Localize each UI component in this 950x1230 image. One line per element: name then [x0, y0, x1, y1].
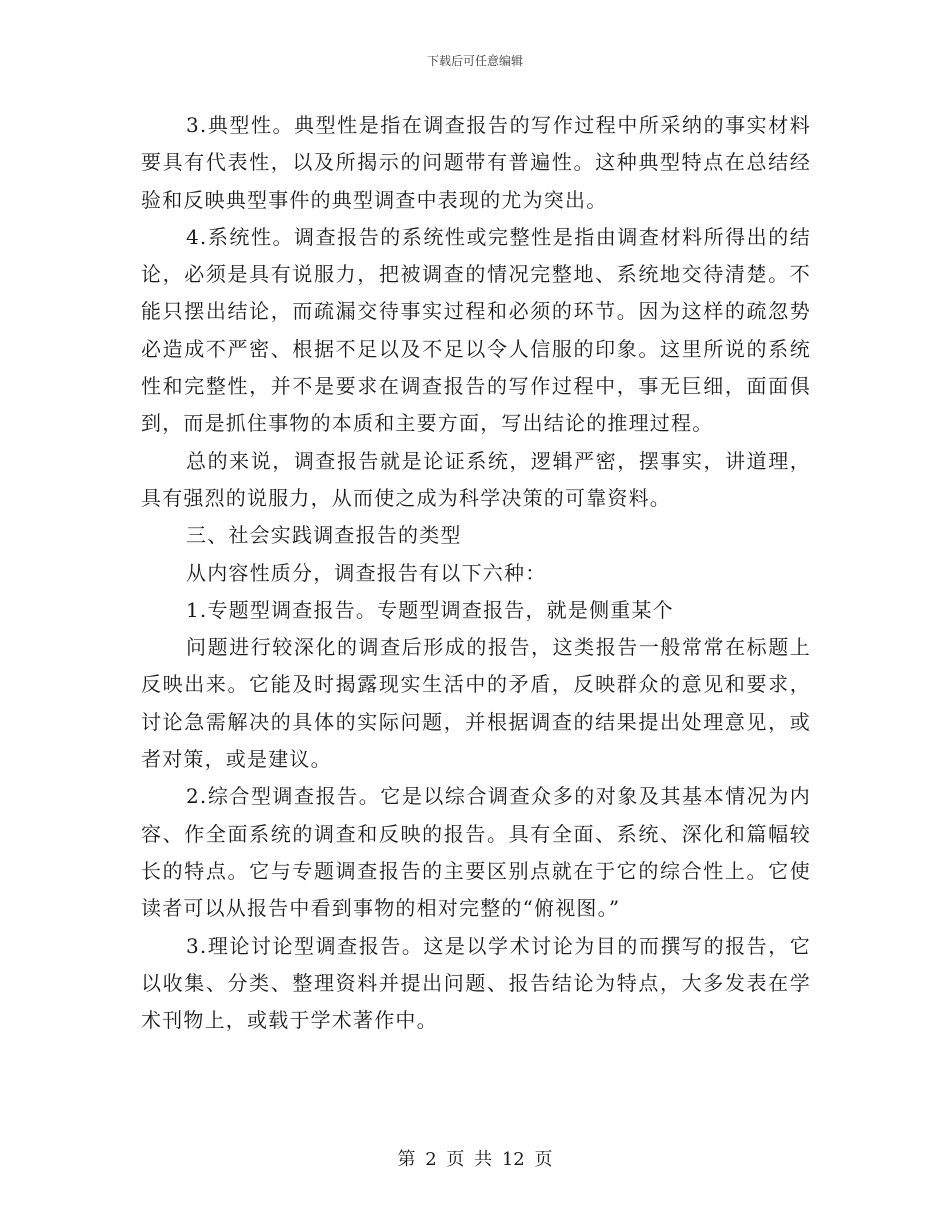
paragraph-topical-report-body: 问题进行较深化的调查后形成的报告，这类报告一般常常在标题上反映出来。它能及时揭露现实生活中的矛盾，反映群众的意见和要求，讨论急需解决的具体的实际问题，并根据调查的结果提出处理意见，或者对策，或是建议。: [141, 635, 811, 772]
paragraph-typicality: 3.典型性。典型性是指在调查报告的写作过程中所采纳的事实材料要具有代表性，以及所揭示的问题带有普遍性。这种典型特点在总结经验和反映典型事件的典型调查中表现的尤为突出。: [141, 113, 811, 212]
paragraph-topical-report-lead: 1.专题型调查报告。专题型调查报告，就是侧重某个: [186, 597, 674, 622]
paragraph-systematicness: 4.系统性。调查报告的系统性或完整性是指由调查材料所得出的结论，必须是具有说服力，把被调查的情况完整地、系统地交待清楚。不能只摆出结论，而疏漏交待事实过程和必须的环节。因为这样的疏忽势必造成不严密、根据不足以及不足以令人信服的印象。这里所说的系统性和完整性，并不是要求在调查报告的写作过程中，事无巨细，面面俱到，而是抓住事物的本质和主要方面，写出结论的推理过程。: [141, 224, 811, 436]
document-body: [141, 107, 811, 1039]
page-header-note: 下载后可任意编辑: [426, 54, 523, 68]
paragraph-theoretical-report: 3.理论讨论型调查报告。这是以学术讨论为目的而撰写的报告，它以收集、分类、整理资料并提出问题、报告结论为特点，大多发表在学术刊物上，或载于学术著作中。: [141, 933, 811, 1033]
paragraph-comprehensive-report: 2.综合型调查报告。它是以综合调查众多的对象及其基本情况为内容、作全面系统的调查和反映的报告。具有全面、系统、深化和篇幅较长的特点。它与专题调查报告的主要区别点就在于它的综合性上。它使读者可以从报告中看到事物的相对完整的“俯视图。”: [141, 784, 811, 921]
section-heading-report-types: 三、社会实践调查报告的类型: [186, 523, 462, 548]
paragraph-classification-intro: 从内容性质分，调查报告有以下六种：: [186, 560, 547, 585]
paragraph-summary: 总的来说，调查报告就是论证系统，逻辑严密，摆事实，讲道理，具有强烈的说服力，从而使之成为科学决策的可靠资料。: [141, 448, 811, 510]
page-number-footer: 第 2 页 共 12 页: [397, 1149, 553, 1170]
